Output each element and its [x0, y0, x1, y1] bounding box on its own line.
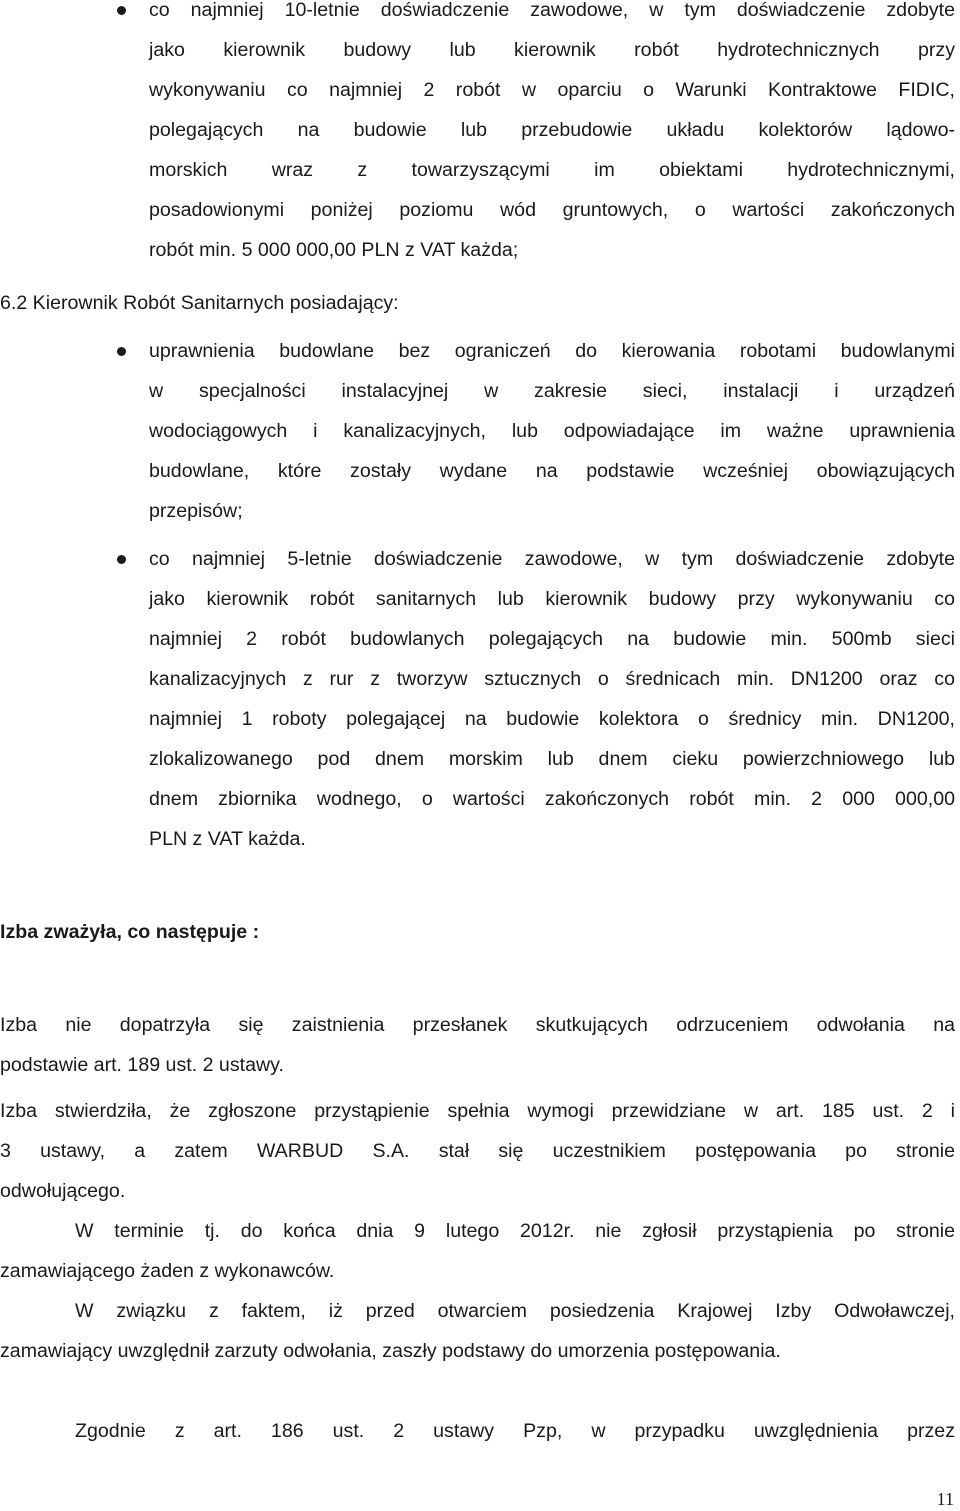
list-item-line: polegających na budowie lub przebudowie układu kolektorów lądowo- — [149, 119, 955, 141]
page-number: 11 — [936, 1489, 954, 1509]
paragraph-line: Izba stwierdziła, że zgłoszone przystąpienie spełnia wymogi przewidziane w art. 185 ust. 2 i — [0, 1100, 955, 1122]
list-item-line: zlokalizowanego pod dnem morskim lub dnem cieku powierzchniowego lub — [149, 748, 955, 770]
list-item-line: dnem zbiornika wodnego, o wartości zakończonych robót min. 2 000 000,00 — [149, 788, 955, 810]
paragraph-line: podstawie art. 189 ust. 2 ustawy. — [0, 1054, 284, 1076]
ruling-heading: Izba zważyła, co następuje : — [0, 921, 260, 943]
list-item-line: co najmniej 10-letnie doświadczenie zawodowe, w tym doświadczenie zdobyte — [149, 0, 955, 21]
list-item-line: kanalizacyjnych z rur z tworzyw sztucznych o średnicach min. DN1200 oraz co — [149, 668, 955, 690]
paragraph-line: 3 ustawy, a zatem WARBUD S.A. stał się uczestnikiem postępowania po stronie — [0, 1140, 955, 1162]
list-item-line: przepisów; — [149, 500, 243, 522]
list-item-line: w specjalności instalacyjnej w zakresie sieci, instalacji i urządzeń — [149, 380, 955, 402]
list-item-line: PLN z VAT każda. — [149, 828, 306, 850]
list-item-line: najmniej 2 robót budowlanych polegających na budowie min. 500mb sieci — [149, 628, 955, 650]
bullet-icon — [117, 555, 126, 564]
list-item-line: jako kierownik robót sanitarnych lub kierownik budowy przy wykonywaniu co — [149, 588, 955, 610]
list-item-line: morskich wraz z towarzyszącymi im obiektami hydrotechnicznymi, — [149, 159, 955, 181]
paragraph-line: Zgodnie z art. 186 ust. 2 ustawy Pzp, w przypadku uwzględnienia przez — [75, 1420, 955, 1442]
bullet-icon — [117, 347, 126, 356]
paragraph-line: zamawiającego żaden z wykonawców. — [0, 1260, 335, 1282]
list-item-line: najmniej 1 roboty polegającej na budowie kolektora o średnicy min. DN1200, — [149, 708, 955, 730]
section-heading-6-2: 6.2 Kierownik Robót Sanitarnych posiadający: — [0, 292, 399, 314]
list-item-line: co najmniej 5-letnie doświadczenie zawodowe, w tym doświadczenie zdobyte — [149, 548, 955, 570]
list-item-line: robót min. 5 000 000,00 PLN z VAT każda; — [149, 239, 519, 261]
paragraph-line: zamawiający uwzględnił zarzuty odwołania, zaszły podstawy do umorzenia postępowania. — [0, 1340, 781, 1362]
list-item-line: wykonywaniu co najmniej 2 robót w oparciu o Warunki Kontraktowe FIDIC, — [149, 79, 955, 101]
bullet-icon — [117, 6, 126, 15]
list-item-line: uprawnienia budowlane bez ograniczeń do kierowania robotami budowlanymi — [149, 340, 955, 362]
list-item-line: budowlane, które zostały wydane na podstawie wcześniej obowiązujących — [149, 460, 955, 482]
list-item-line: wodociągowych i kanalizacyjnych, lub odpowiadające im ważne uprawnienia — [149, 420, 955, 442]
paragraph-line: Izba nie dopatrzyła się zaistnienia przesłanek skutkujących odrzuceniem odwołania na — [0, 1014, 955, 1036]
paragraph-line: odwołującego. — [0, 1180, 126, 1202]
list-item-line: jako kierownik budowy lub kierownik robót hydrotechnicznych przy — [149, 39, 955, 61]
paragraph-line: W terminie tj. do końca dnia 9 lutego 2012r. nie zgłosił przystąpienia po stronie — [75, 1220, 955, 1242]
list-item-line: posadowionymi poniżej poziomu wód gruntowych, o wartości zakończonych — [149, 199, 955, 221]
paragraph-line: W związku z faktem, iż przed otwarciem posiedzenia Krajowej Izby Odwoławczej, — [75, 1300, 955, 1322]
